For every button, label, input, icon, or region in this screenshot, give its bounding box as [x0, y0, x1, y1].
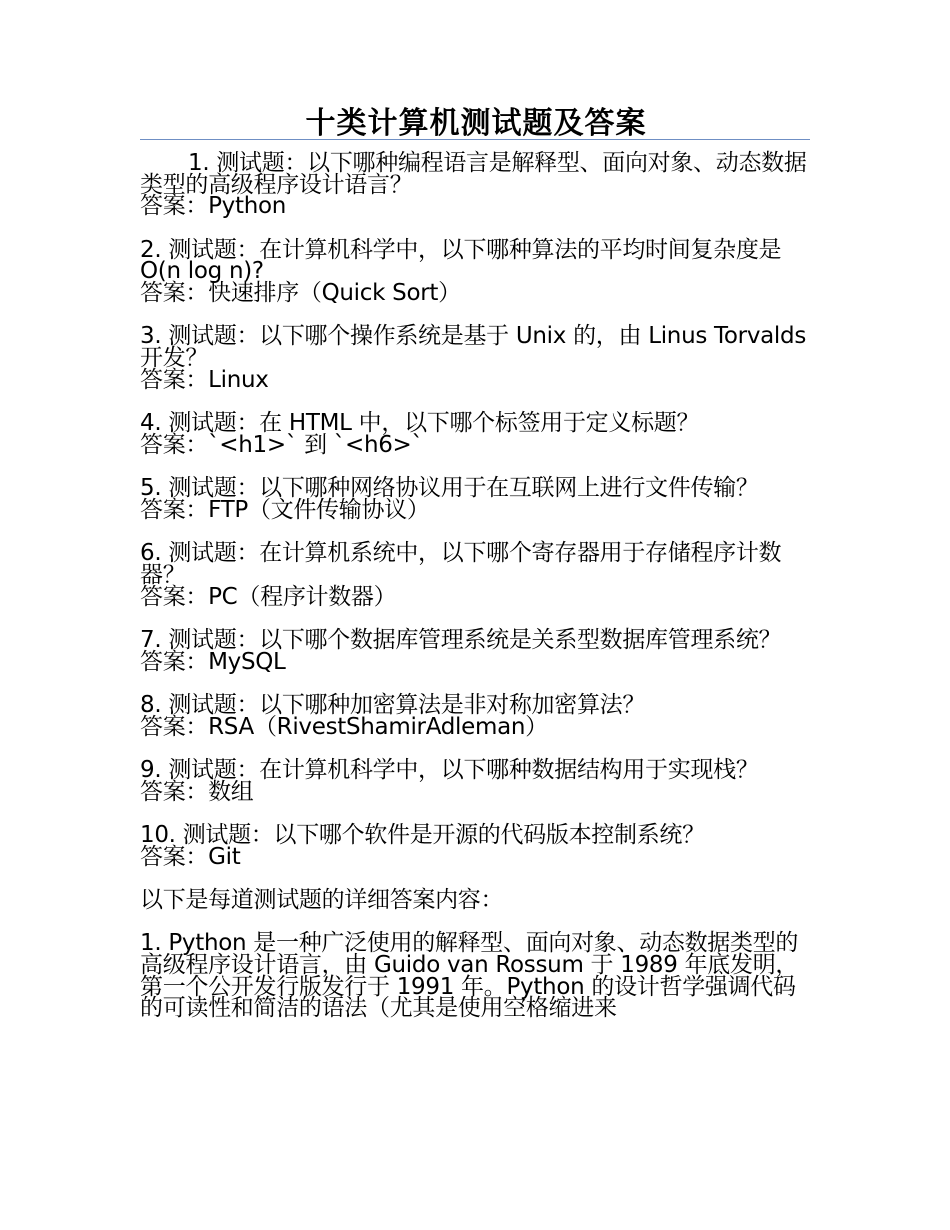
- details-intro: 以下是每道测试题的详细答案内容：: [140, 886, 504, 913]
- document-body: [140, 150, 812, 1022]
- question-text: 4. 测试题：在 HTML 中，以下哪个标签用于定义标题？: [140, 410, 700, 437]
- qa-item-7: [140, 626, 812, 675]
- answer-text: 答案：数组: [140, 778, 254, 805]
- question-text: 8. 测试题：以下哪种加密算法是非对称加密算法？: [140, 691, 646, 718]
- qa-item-5: [140, 475, 812, 523]
- question-text: 6. 测试题：在计算机系统中，以下哪个寄存器用于存储程序计数器？: [140, 540, 782, 588]
- document-title: 十类计算机测试题及答案: [305, 106, 647, 141]
- qa-item-3: [140, 323, 812, 393]
- question-text: 10. 测试题：以下哪个软件是开源的代码版本控制系统？: [140, 821, 705, 848]
- answer-text: 答案：PC（程序计数器）: [140, 583, 397, 610]
- detail-paragraph-1: 1. Python 是一种广泛使用的解释型、面向对象、动态数据类型的高级程序设计语言，由 Guido van Rossum 于 1989 年底发明，第一个公开发行版发行于 1991 年。Python 的设计哲学强调代码的可读性和简洁的语法（尤其是使用空格缩进来: [140, 930, 799, 1022]
- question-text: 9. 测试题：在计算机科学中，以下哪种数据结构用于实现栈？: [140, 756, 759, 783]
- question-text: 1. 测试题：以下哪种编程语言是解释型、面向对象、动态数据类型的高级程序设计语言？: [140, 150, 807, 198]
- qa-item-9: [140, 756, 812, 805]
- title-underline: [140, 139, 810, 140]
- qa-item-4: [140, 410, 812, 458]
- answer-text: 答案：FTP（文件传输协议）: [140, 496, 430, 523]
- answer-text: 答案：RSA（RivestShamirAdleman）: [140, 713, 548, 740]
- qa-item-6: [140, 540, 812, 610]
- qa-item-2: [140, 236, 812, 307]
- qa-item-10: [140, 821, 812, 870]
- qa-item-8: [140, 691, 812, 740]
- qa-item-1: [140, 150, 812, 220]
- question-text: 5. 测试题：以下哪种网络协议用于在互联网上进行文件传输？: [140, 475, 759, 502]
- answer-text: 答案：MySQL: [140, 648, 286, 675]
- answer-text: 答案：Linux: [140, 366, 269, 393]
- answer-text: 答案：快速排序（Quick Sort）: [140, 280, 461, 307]
- question-text: 2. 测试题：在计算机科学中，以下哪种算法的平均时间复杂度是 O(n log n)?: [140, 236, 782, 285]
- answer-text: 答案：Git: [140, 843, 241, 870]
- question-text: 7. 测试题：以下哪个数据库管理系统是关系型数据库管理系统？: [140, 626, 782, 653]
- question-text: 3. 测试题：以下哪个操作系统是基于 Unix 的，由 Linus Torvalds 开发？: [140, 323, 807, 372]
- answer-text: 答案：Python: [140, 193, 287, 220]
- answer-text: 答案：`<h1>` 到 `<h6>`: [140, 431, 423, 458]
